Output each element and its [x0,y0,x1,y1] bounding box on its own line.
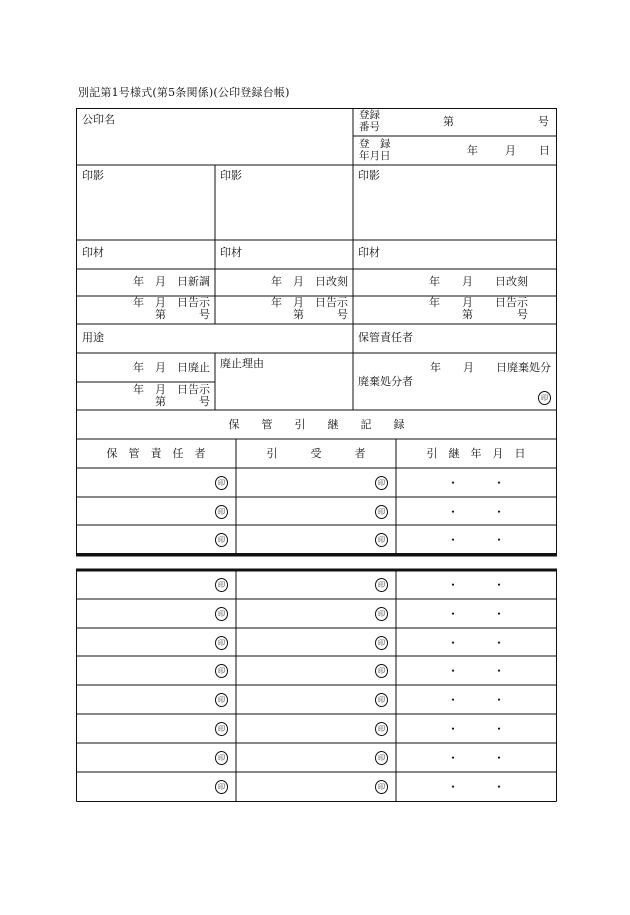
receiver-seal-icon: 印 [375,722,388,736]
custodian-seal-icon: 印 [215,780,228,794]
seal-mark-icon: 印 [538,391,551,405]
receiver-seal-icon: 印 [375,578,388,592]
date-separator-dot: ・ [493,607,506,621]
reg-no-label-2: 番号 [359,121,380,133]
receiver-seal-icon: 印 [375,780,388,794]
page-title: 別記第1号様式(第5条関係)(公印登録台帳) [78,86,290,99]
seal-registry-form [76,108,557,802]
notice-no-2: 第 号 [293,308,348,321]
notice-date-2: 年 月 日告示 [271,296,348,309]
date-separator-dot: ・ [447,505,460,519]
receiver-seal-icon: 印 [375,505,388,519]
custodian-seal-icon: 印 [215,533,228,547]
transfer-section-title: 保 管 引 継 記 録 [228,418,405,431]
notice-no-1: 第 号 [155,308,210,321]
custodian-seal-icon: 印 [215,607,228,621]
disposal-date: 年 月 日廃棄処分 [430,361,551,374]
date-separator-dot: ・ [447,722,460,736]
col-date: 引 継 年 月 日 [426,447,526,460]
date-separator-dot: ・ [493,780,506,794]
impression-label-2: 印影 [220,169,242,182]
abolish-notice-no: 第 号 [155,395,210,408]
abolish-notice-date: 年 月 日告示 [133,383,210,396]
receiver-seal-icon: 印 [375,607,388,621]
receiver-seal-icon: 印 [375,476,388,490]
custodian-seal-icon: 印 [215,505,228,519]
receiver-seal-icon: 印 [375,664,388,678]
date-separator-dot: ・ [447,476,460,490]
reg-no-label-1: 登録 [359,109,380,121]
date-separator-dot: ・ [493,533,506,547]
material-label-1: 印材 [82,246,104,259]
reg-no-suffix: 号 [538,115,549,128]
recarve-date-1: 年 月 日改刻 [271,275,348,288]
date-separator-dot: ・ [447,607,460,621]
abolish-date: 年 月 日廃止 [133,361,210,374]
date-separator-dot: ・ [447,636,460,650]
notice-no-3: 第 号 [462,308,528,321]
date-separator-dot: ・ [493,751,506,765]
notice-date-1: 年 月 日告示 [133,296,210,309]
reg-date-label-1: 登 録 [359,138,391,150]
seal-name-label: 公印名 [82,113,115,126]
reg-date-label-2: 年月日 [359,150,391,162]
custodian-label: 保管責任者 [358,331,413,344]
reg-date-day: 日 [539,144,550,157]
custodian-seal-icon: 印 [215,578,228,592]
date-separator-dot: ・ [447,780,460,794]
date-separator-dot: ・ [447,751,460,765]
impression-label-3: 印影 [358,169,380,182]
receiver-seal-icon: 印 [375,751,388,765]
abolish-reason-label: 廃止理由 [220,357,264,370]
custodian-seal-icon: 印 [215,664,228,678]
material-label-2: 印材 [220,246,242,259]
usage-label: 用途 [82,331,104,344]
material-label-3: 印材 [358,246,380,259]
date-separator-dot: ・ [493,578,506,592]
date-separator-dot: ・ [447,578,460,592]
recarve-date-2: 年 月 日改刻 [429,275,528,288]
custodian-seal-icon: 印 [215,636,228,650]
custodian-seal-icon: 印 [215,751,228,765]
disposer-label: 廃棄処分者 [358,375,413,388]
date-separator-dot: ・ [447,693,460,707]
date-separator-dot: ・ [447,533,460,547]
receiver-seal-icon: 印 [375,693,388,707]
date-separator-dot: ・ [493,476,506,490]
date-separator-dot: ・ [493,505,506,519]
col-custodian: 保 管 責 任 者 [106,447,206,460]
custodian-seal-icon: 印 [215,722,228,736]
receiver-seal-icon: 印 [375,636,388,650]
receiver-seal-icon: 印 [375,533,388,547]
notice-date-3: 年 月 日告示 [429,296,528,309]
date-separator-dot: ・ [493,664,506,678]
date-separator-dot: ・ [493,636,506,650]
date-separator-dot: ・ [493,693,506,707]
custodian-seal-icon: 印 [215,693,228,707]
date-separator-dot: ・ [493,722,506,736]
new-make-date: 年 月 日新調 [133,275,210,288]
custodian-seal-icon: 印 [215,476,228,490]
impression-label-1: 印影 [82,169,104,182]
reg-no-prefix: 第 [443,115,454,128]
date-separator-dot: ・ [447,664,460,678]
col-receiver: 引 受 者 [266,447,366,460]
reg-date-year: 年 [467,144,478,157]
reg-date-month: 月 [505,144,516,157]
